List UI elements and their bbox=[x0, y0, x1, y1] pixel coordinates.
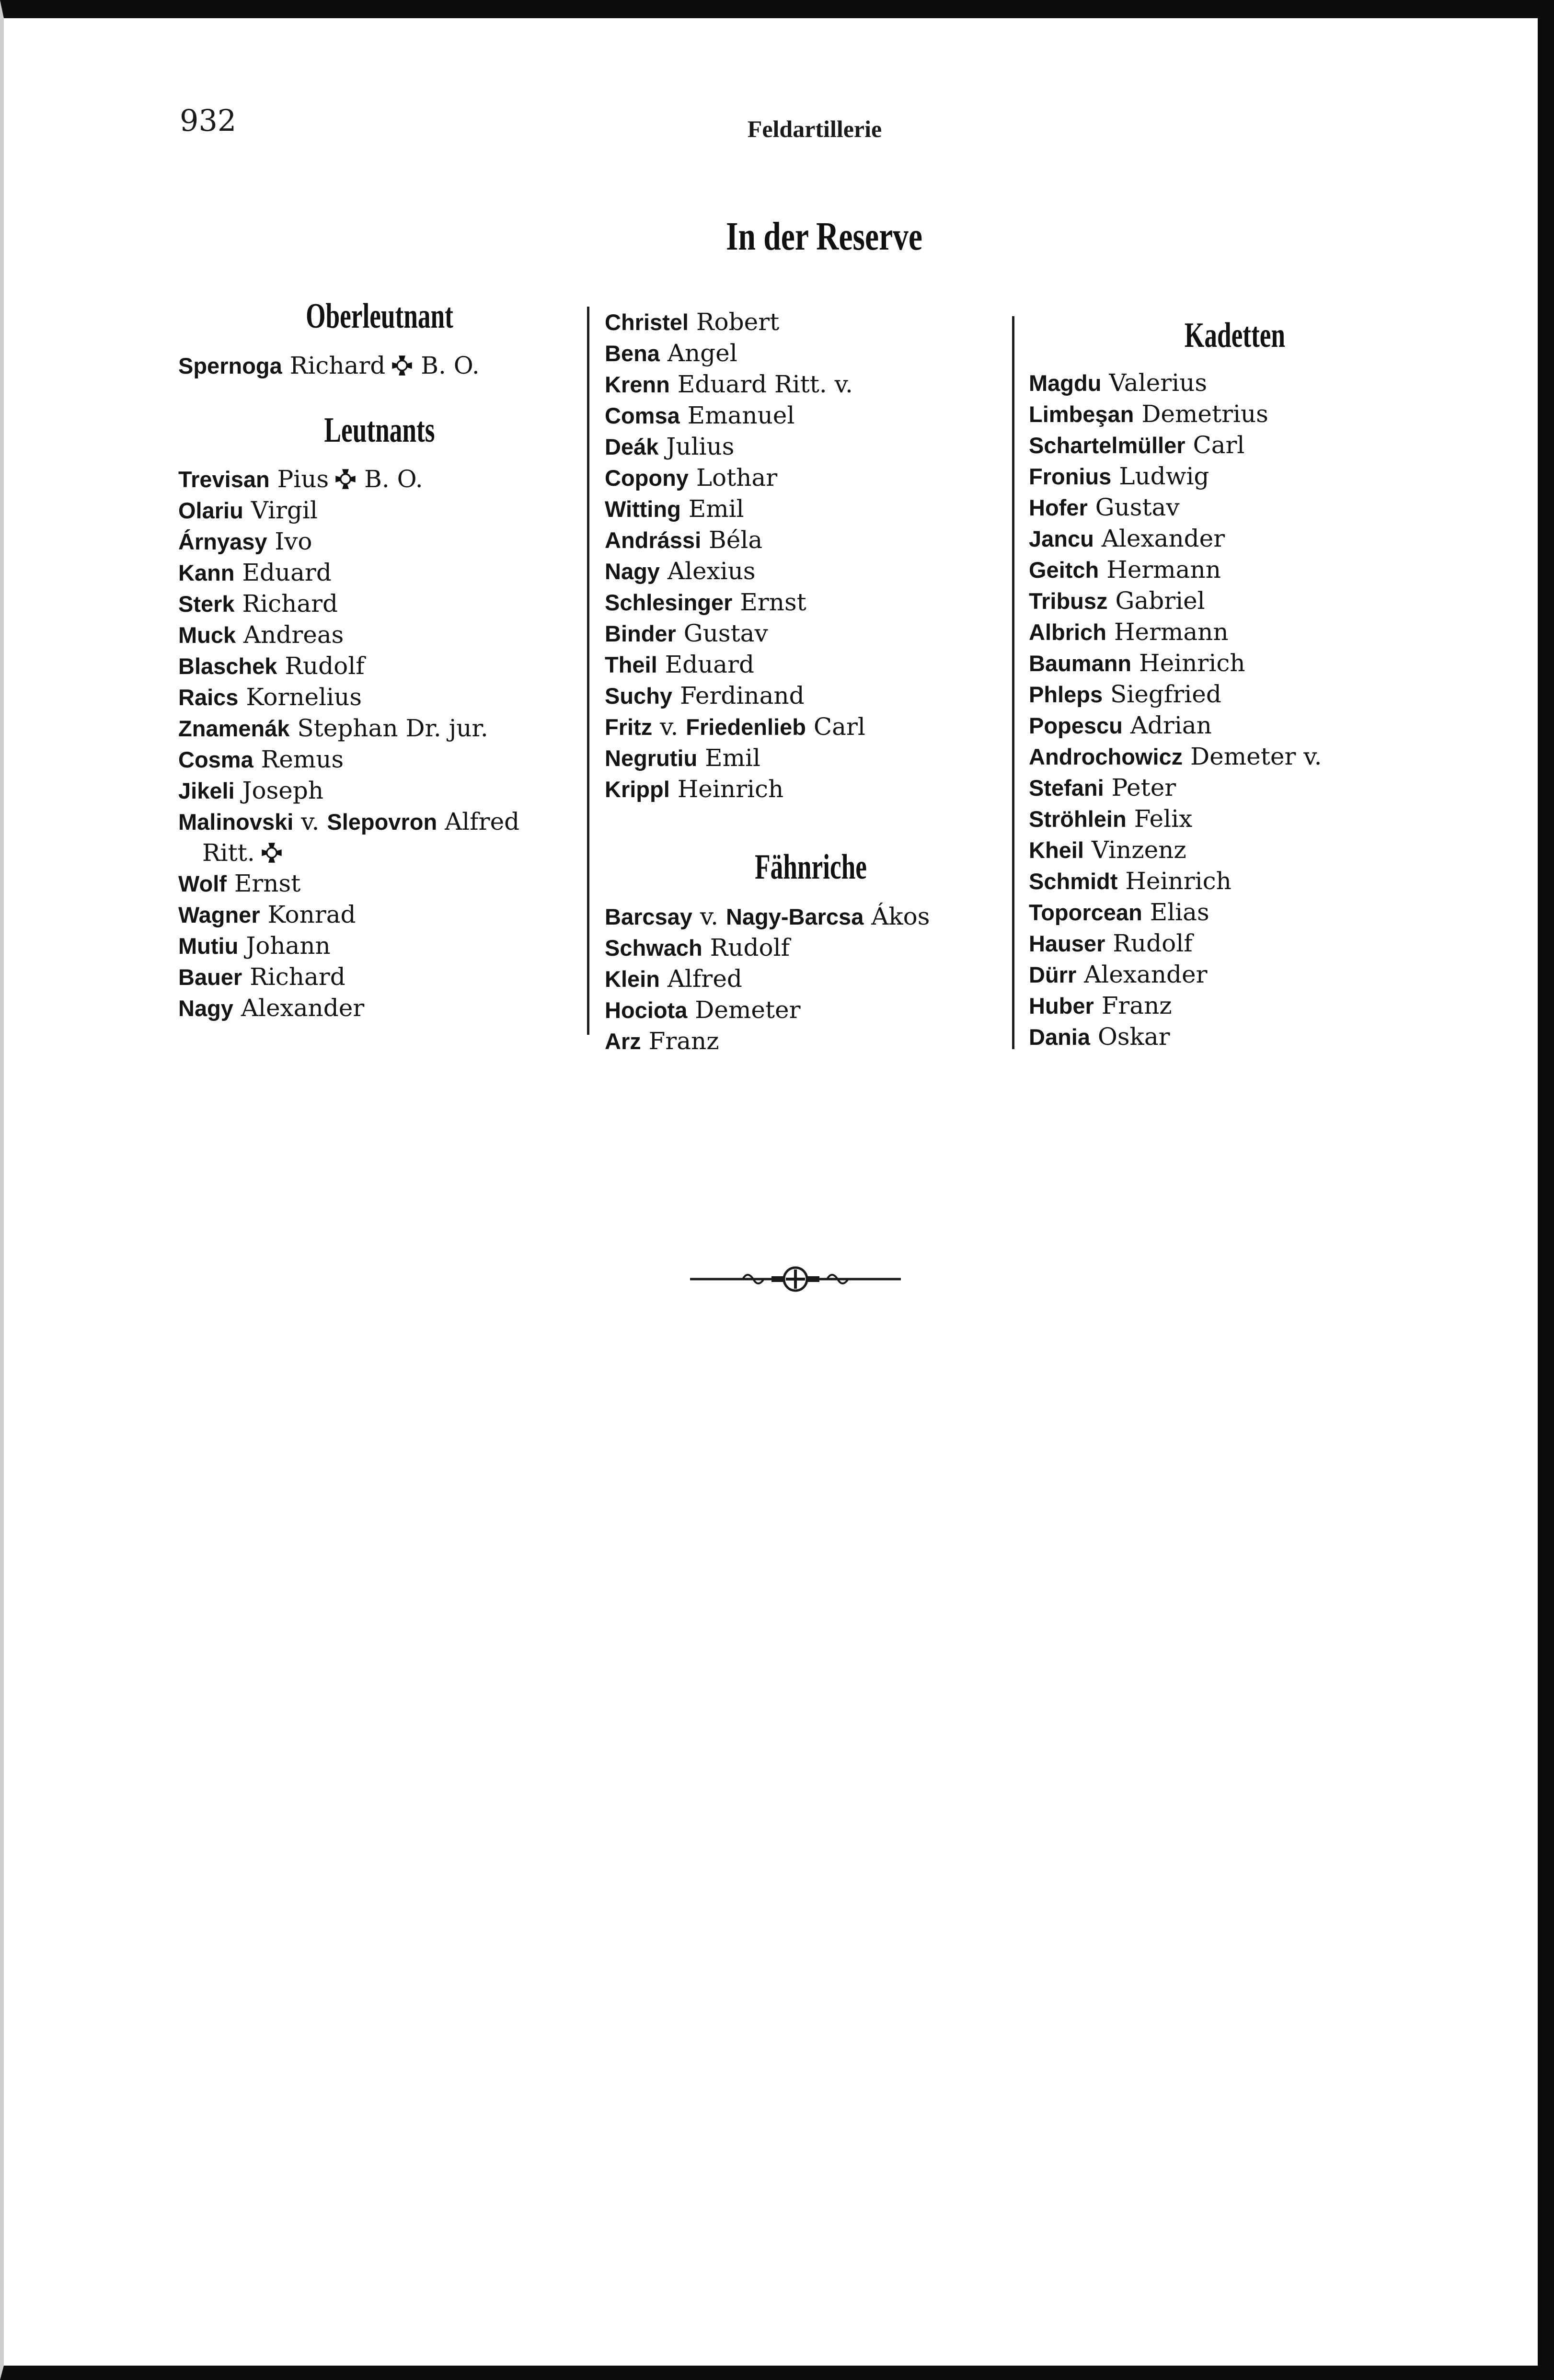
surname: Malinovski bbox=[178, 809, 294, 835]
given-name: Heinrich bbox=[677, 775, 784, 803]
surname: Hociota bbox=[605, 997, 688, 1023]
surname: Nagy bbox=[605, 559, 660, 584]
section-heading-kadetten: Kadetten bbox=[1184, 316, 1286, 355]
list-item bbox=[1029, 554, 1441, 585]
surname: Toporcean bbox=[1029, 900, 1142, 926]
surname: Theil bbox=[605, 652, 657, 677]
given-name: Rudolf bbox=[285, 652, 365, 680]
list-item bbox=[605, 338, 1017, 369]
surname: Spernoga bbox=[178, 353, 282, 379]
surname: Dania bbox=[1029, 1024, 1090, 1050]
given-name: Pius bbox=[277, 465, 329, 493]
list-item bbox=[178, 775, 581, 806]
list-item bbox=[178, 651, 581, 682]
given-name: Carl bbox=[813, 713, 865, 741]
reserve-list bbox=[605, 307, 1017, 805]
given-name: Remus bbox=[261, 745, 344, 773]
list-item bbox=[605, 901, 1017, 932]
surname: Copony bbox=[605, 465, 689, 491]
given-name: Heinrich bbox=[1125, 867, 1232, 895]
given-name: Alfred bbox=[445, 807, 520, 835]
surname: Huber bbox=[1029, 993, 1094, 1019]
given-name: Alexander bbox=[241, 994, 365, 1022]
surname: Fritz bbox=[605, 714, 653, 740]
surname: Phleps bbox=[1029, 682, 1103, 708]
list-item bbox=[605, 462, 1017, 493]
given-name: Hermann bbox=[1106, 556, 1221, 584]
leutnants-list bbox=[178, 464, 581, 1024]
surname: Bena bbox=[605, 341, 660, 366]
given-name: Ernst bbox=[740, 588, 806, 616]
surname: Wagner bbox=[178, 902, 260, 927]
given-name: Ivo bbox=[275, 527, 312, 555]
right-column bbox=[1012, 316, 1441, 1049]
list-item bbox=[1029, 710, 1441, 741]
list-item bbox=[1029, 430, 1441, 461]
list-item bbox=[1029, 461, 1441, 492]
surname: Tribusz bbox=[1029, 588, 1108, 614]
given-name: Joseph bbox=[242, 776, 324, 804]
surname: Androchowicz bbox=[1029, 744, 1183, 770]
list-item bbox=[1029, 648, 1441, 679]
given-name: Stephan Dr. jur. bbox=[297, 714, 488, 742]
list-item bbox=[605, 680, 1017, 711]
surname: Árnyasy bbox=[178, 528, 267, 554]
list-item bbox=[178, 930, 581, 961]
given-name: Ritt. bbox=[202, 838, 255, 867]
list-item bbox=[605, 307, 1017, 338]
page-number: 932 bbox=[180, 103, 237, 138]
list-item bbox=[178, 350, 581, 381]
list-item bbox=[605, 774, 1017, 805]
given-name: Valerius bbox=[1109, 369, 1207, 397]
given-name: Ákos bbox=[871, 903, 930, 931]
given-name: Vinzenz bbox=[1091, 836, 1186, 864]
surname: Klein bbox=[605, 966, 660, 992]
given-name: Ernst bbox=[234, 869, 301, 897]
given-name: Elias bbox=[1150, 898, 1209, 927]
decoration-suffix: B. O. bbox=[364, 465, 423, 493]
surname: Baumann bbox=[1029, 651, 1132, 676]
list-item bbox=[178, 744, 581, 775]
surname: Wolf bbox=[178, 870, 227, 896]
list-item bbox=[1029, 617, 1441, 648]
given-name: Demetrius bbox=[1141, 400, 1268, 428]
list-item bbox=[178, 868, 581, 899]
list-item bbox=[605, 493, 1017, 525]
given-name: Alexander bbox=[1084, 961, 1208, 989]
list-item bbox=[605, 618, 1017, 649]
list-item bbox=[605, 932, 1017, 963]
list-item bbox=[178, 495, 581, 526]
given-name: Ludwig bbox=[1119, 462, 1209, 491]
given-name: Béla bbox=[709, 526, 763, 554]
middle-column bbox=[587, 307, 1017, 1055]
surname: Schlesinger bbox=[605, 590, 733, 615]
surname: Hauser bbox=[1029, 931, 1105, 957]
cross-icon bbox=[261, 842, 283, 864]
surname: Dürr bbox=[1029, 962, 1077, 988]
given-name: Gustav bbox=[1095, 493, 1180, 522]
surname: Ströhlein bbox=[1029, 806, 1127, 832]
surname: Limbeşan bbox=[1029, 401, 1134, 427]
surname: Kann bbox=[178, 560, 235, 585]
ornament-divider-icon bbox=[690, 1265, 901, 1293]
given-name: Emil bbox=[688, 495, 744, 523]
given-name: Kornelius bbox=[246, 683, 362, 711]
surname: Krenn bbox=[605, 372, 670, 397]
list-item bbox=[1029, 928, 1441, 959]
section-heading-faehnriche: Fähnriche bbox=[755, 847, 867, 887]
list-item bbox=[1029, 523, 1441, 554]
surname: Trevisan bbox=[178, 466, 270, 492]
surname: Kheil bbox=[1029, 837, 1084, 863]
list-item bbox=[178, 619, 581, 651]
given-name: Richard bbox=[289, 352, 386, 380]
list-item bbox=[178, 464, 581, 495]
given-name: Demeter v. bbox=[1190, 743, 1322, 771]
given-name: Richard bbox=[250, 962, 345, 991]
given-name: Emanuel bbox=[687, 401, 795, 429]
given-name: Hermann bbox=[1114, 618, 1229, 646]
list-item bbox=[605, 649, 1017, 680]
list-item bbox=[1029, 741, 1441, 772]
given-name: Franz bbox=[1101, 992, 1172, 1020]
surname: Schmidt bbox=[1029, 869, 1118, 894]
surname: Olariu bbox=[178, 497, 243, 523]
list-item bbox=[1029, 835, 1441, 866]
given-name: Konrad bbox=[267, 900, 356, 928]
surname: Znamenák bbox=[178, 715, 290, 741]
surname: Krippl bbox=[605, 777, 670, 802]
running-head: Feldartillerie bbox=[747, 115, 882, 142]
given-name: Adrian bbox=[1130, 711, 1212, 740]
list-item bbox=[178, 961, 581, 993]
list-item bbox=[605, 556, 1017, 587]
list-item bbox=[605, 587, 1017, 618]
given-name: Gabriel bbox=[1115, 587, 1205, 615]
surname: Nagy-Barcsa bbox=[725, 904, 864, 930]
given-name: Alexius bbox=[667, 557, 756, 585]
list-item bbox=[178, 713, 581, 744]
list-item bbox=[605, 1026, 1017, 1057]
list-item bbox=[178, 588, 581, 619]
list-item bbox=[1029, 866, 1441, 897]
given-name: Eduard bbox=[242, 558, 332, 586]
surname: Binder bbox=[605, 621, 676, 646]
given-name: Alexander bbox=[1101, 525, 1225, 553]
given-name: Peter bbox=[1111, 774, 1176, 802]
given-name: Richard bbox=[242, 589, 338, 618]
surname: Andrássi bbox=[605, 527, 702, 553]
list-item bbox=[605, 369, 1017, 400]
surname: Negrutiu bbox=[605, 745, 698, 771]
list-item bbox=[1029, 399, 1441, 430]
surname: Comsa bbox=[605, 403, 680, 428]
list-item bbox=[1029, 367, 1441, 399]
decoration-suffix: B. O. bbox=[421, 352, 480, 380]
given-name: Julius bbox=[666, 433, 735, 460]
list-item bbox=[1029, 990, 1441, 1021]
given-name: Siegfried bbox=[1110, 680, 1221, 709]
surname: Jancu bbox=[1029, 526, 1094, 552]
surname: Fronius bbox=[1029, 464, 1112, 490]
list-item bbox=[605, 995, 1017, 1026]
given-name: v. bbox=[700, 903, 719, 931]
cross-icon bbox=[391, 355, 413, 377]
surname: Popescu bbox=[1029, 713, 1123, 739]
given-name: Gustav bbox=[683, 619, 768, 647]
surname: Sterk bbox=[178, 591, 235, 617]
given-name: Lothar bbox=[696, 464, 778, 492]
surname: Raics bbox=[178, 684, 239, 710]
surname: Cosma bbox=[178, 746, 253, 772]
given-name: Demeter bbox=[695, 996, 801, 1024]
surname: Blaschek bbox=[178, 653, 277, 679]
list-item bbox=[1029, 492, 1441, 523]
surname: Witting bbox=[605, 496, 681, 522]
surname: Geitch bbox=[1029, 557, 1099, 583]
surname: Friedenlieb bbox=[686, 714, 806, 740]
list-item bbox=[178, 806, 581, 837]
surname: Slepovron bbox=[327, 809, 437, 835]
list-item bbox=[1029, 772, 1441, 803]
list-item bbox=[605, 431, 1017, 462]
surname: Stefani bbox=[1029, 775, 1104, 801]
oberleutnant-list bbox=[178, 350, 581, 381]
surname: Arz bbox=[605, 1029, 641, 1054]
section-heading-oberleutnant: Oberleutnant bbox=[306, 297, 453, 336]
list-item bbox=[605, 400, 1017, 431]
surname: Schwach bbox=[605, 935, 702, 961]
surname: Bauer bbox=[178, 964, 242, 990]
kadetten-list bbox=[1029, 367, 1441, 1053]
list-item bbox=[1029, 897, 1441, 928]
given-name: Heinrich bbox=[1139, 649, 1245, 677]
list-item bbox=[605, 743, 1017, 774]
given-name: Felix bbox=[1134, 805, 1193, 833]
list-item bbox=[178, 526, 581, 557]
given-name: Franz bbox=[648, 1027, 719, 1055]
given-name: Andreas bbox=[243, 620, 344, 649]
list-item bbox=[178, 993, 581, 1024]
list-item bbox=[605, 963, 1017, 995]
surname: Schartelmüller bbox=[1029, 433, 1186, 458]
given-name: Eduard bbox=[665, 651, 755, 678]
given-name: Robert bbox=[696, 308, 780, 336]
list-item bbox=[178, 899, 581, 930]
list-item bbox=[1029, 803, 1441, 835]
surname: Christel bbox=[605, 309, 689, 335]
list-item bbox=[1029, 585, 1441, 617]
surname: Barcsay bbox=[605, 904, 692, 930]
cross-icon bbox=[334, 468, 357, 490]
given-name: Emil bbox=[705, 744, 761, 772]
given-name: Eduard Ritt. v. bbox=[677, 370, 853, 398]
surname: Magdu bbox=[1029, 370, 1102, 396]
section-heading-leutnants: Leutnants bbox=[324, 411, 435, 450]
surname: Muck bbox=[178, 622, 236, 648]
given-name: Rudolf bbox=[710, 934, 790, 962]
surname: Jikeli bbox=[178, 778, 235, 803]
given-name: v. bbox=[301, 807, 320, 835]
surname: Suchy bbox=[605, 683, 673, 709]
given-name: Ferdinand bbox=[679, 682, 805, 709]
list-item bbox=[1029, 959, 1441, 990]
given-name: Carl bbox=[1193, 431, 1245, 459]
left-column bbox=[178, 297, 581, 1024]
given-name: v. bbox=[660, 713, 679, 741]
surname: Deák bbox=[605, 434, 659, 459]
surname: Albrich bbox=[1029, 619, 1106, 645]
given-name: Oskar bbox=[1097, 1023, 1170, 1051]
given-name: Rudolf bbox=[1113, 929, 1193, 958]
list-item bbox=[605, 711, 1017, 743]
list-item bbox=[178, 682, 581, 713]
list-item bbox=[1029, 679, 1441, 710]
given-name: Angel bbox=[667, 339, 737, 367]
surname: Mutiu bbox=[178, 933, 239, 959]
surname: Nagy bbox=[178, 995, 233, 1021]
list-item bbox=[178, 557, 581, 588]
list-item bbox=[605, 525, 1017, 556]
given-name: Virgil bbox=[251, 496, 318, 524]
surname: Hofer bbox=[1029, 495, 1088, 521]
list-item bbox=[1029, 1021, 1441, 1053]
given-name: Alfred bbox=[667, 965, 742, 993]
faehnriche-list bbox=[605, 901, 1017, 1057]
given-name: Johann bbox=[246, 931, 331, 960]
list-item bbox=[178, 837, 581, 868]
reserve-title: In der Reserve bbox=[725, 214, 923, 259]
